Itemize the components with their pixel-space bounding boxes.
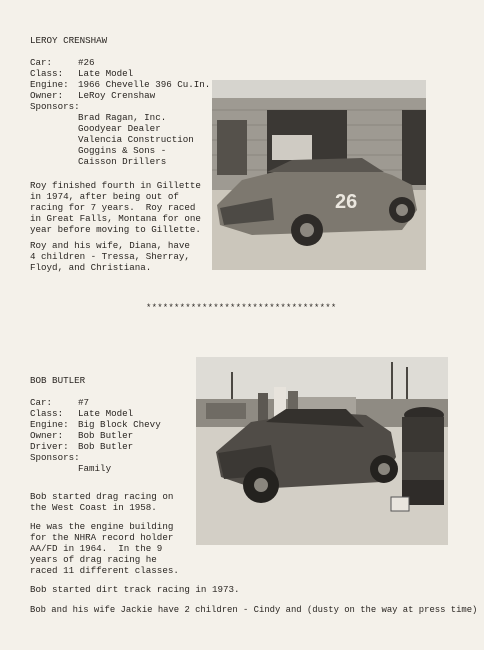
car-label: Car: [30,397,53,408]
sponsor-item: Brad Ragan, Inc. [78,112,167,123]
engine-label: Engine: [30,79,69,90]
class-label: Class: [30,68,64,79]
owner-value: LeRoy Crenshaw [78,90,156,101]
bio-paragraph: Bob and his wife Jackie have 2 children - Cindy and (dusty on the way at press time) [30,605,478,615]
sponsor-item: Valencia Construction [78,134,194,145]
bio-paragraph: Roy finished fourth in Gillette in 1974, after being out of racing for 7 years. Roy raced in Great Falls, Montana for one year before moving to Gillette. [30,180,201,235]
owner-label: Owner: [30,430,64,441]
bio-paragraph: Bob started dirt track racing in 1973. [30,584,240,595]
engine-value: Big Block Chevy [78,419,161,430]
sponsors-label: Sponsors: [30,101,80,112]
bio-paragraph: Bob started drag racing on the West Coast in 1958. [30,491,174,513]
driver-name: BOB BUTLER [30,375,86,386]
driver-value: Bob Butler [78,441,134,452]
sponsors-label: Sponsors: [30,452,80,463]
driver-name: LEROY CRENSHAW [30,35,108,46]
engine-label: Engine: [30,419,69,430]
race-car-photo [196,357,448,545]
class-value: Late Model [78,68,134,79]
car-value: #26 [78,57,95,68]
sponsor-item: Goodyear Dealer [78,123,161,134]
car-number: 26 [335,191,358,213]
bio-paragraph: He was the engine building for the NHRA record holder AA/FD in 1964. In the 9 years of drag racing he raced 11 different classes. [30,521,179,576]
sponsor-item: Goggins & Sons - [78,145,167,156]
bio-paragraph: Roy and his wife, Diana, have 4 children - Tressa, Sherray, Floyd, and Christiana. [30,240,190,273]
class-label: Class: [30,408,64,419]
car-label: Car: [30,57,53,68]
sponsor-item: Family [78,463,112,474]
car-value: #7 [78,397,90,408]
owner-label: Owner: [30,90,64,101]
sponsor-item: Caisson Drillers [78,156,167,167]
class-value: Late Model [78,408,134,419]
owner-value: Bob Butler [78,430,134,441]
section-divider: ********************************** [146,303,337,313]
engine-value: 1966 Chevelle 396 Cu.In. [78,79,211,90]
driver-label: Driver: [30,441,69,452]
race-car-photo [212,80,426,270]
